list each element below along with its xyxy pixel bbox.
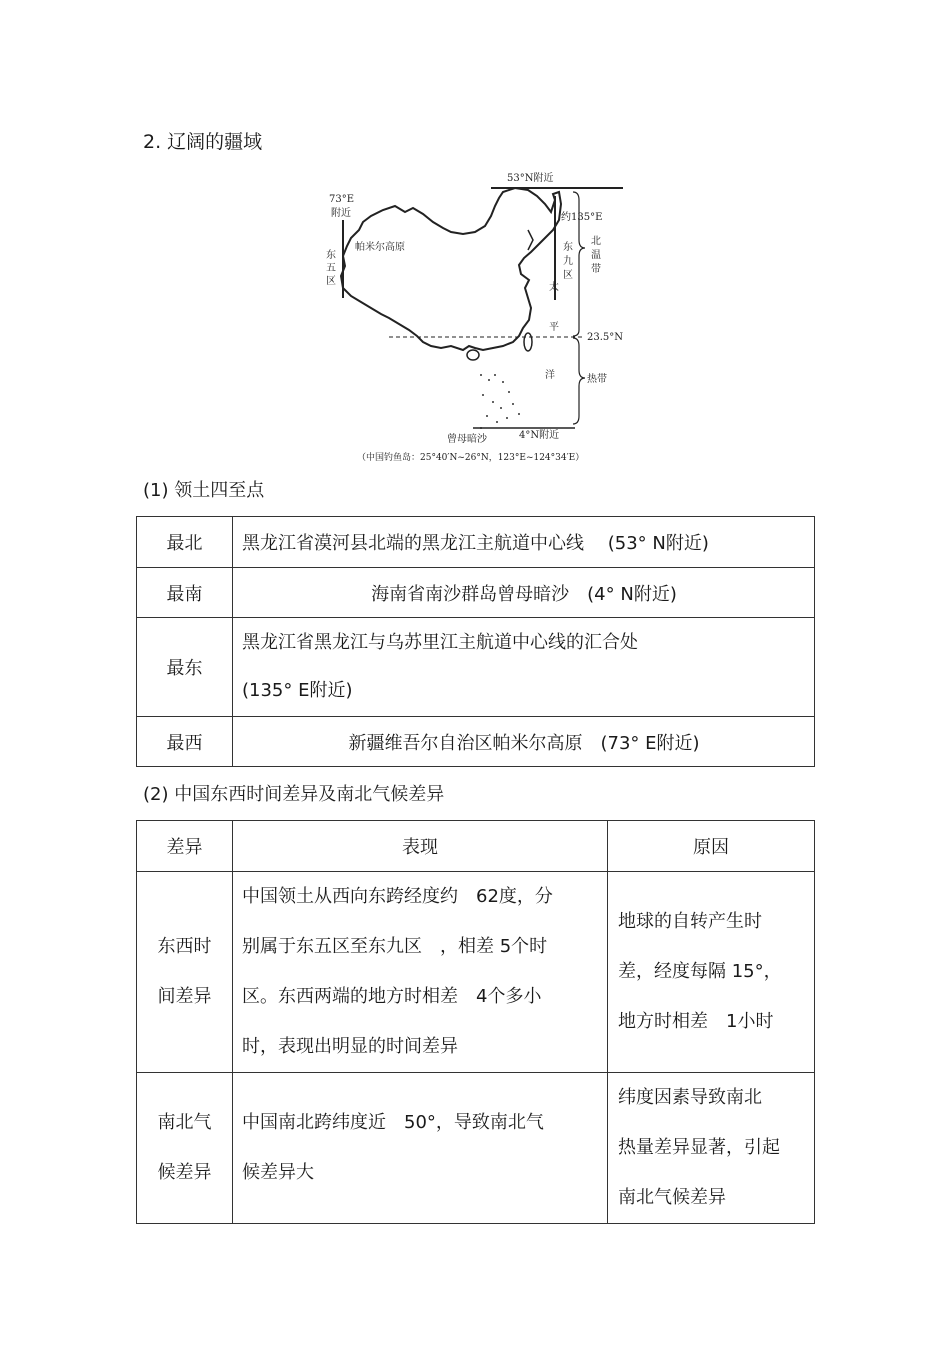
label-north-temperate-c: 带 bbox=[591, 264, 601, 275]
row-show bbox=[233, 1073, 608, 1224]
label-73e: 73°E bbox=[329, 194, 355, 205]
row-key bbox=[137, 1073, 233, 1224]
row-key: 最南 bbox=[137, 568, 233, 618]
row-key: 最西 bbox=[137, 717, 233, 767]
territory-outline bbox=[341, 188, 561, 350]
label-east9-a: 东 bbox=[563, 242, 573, 253]
row-reason-line: 地方时相差 1小时 bbox=[618, 1011, 774, 1032]
differences-table bbox=[136, 820, 815, 1224]
label-53n: 53°N附近 bbox=[507, 173, 554, 184]
row-reason bbox=[608, 1073, 815, 1224]
row-show-line: 中国领土从西向东跨经度约 62度，分 bbox=[242, 886, 553, 907]
label-tropics: 热带 bbox=[587, 374, 607, 385]
row-key bbox=[137, 872, 233, 1073]
subheading-differences: (2) 中国东西时间差异及南北气候差异 bbox=[143, 784, 445, 805]
section-title: 2. 辽阔的疆域 bbox=[143, 131, 263, 153]
label-135e: 约135°E bbox=[561, 212, 603, 223]
label-pacific-a: 太 bbox=[549, 282, 559, 293]
column-header: 差异 bbox=[137, 821, 233, 872]
row-reason-line: 地球的自转产生时 bbox=[618, 911, 762, 932]
label-pacific-b: 平 bbox=[549, 322, 559, 333]
row-show-line: 候差异大 bbox=[242, 1162, 314, 1183]
extremities-table bbox=[136, 516, 815, 767]
label-east5-a: 东 bbox=[326, 250, 336, 261]
table-header-row bbox=[137, 821, 815, 872]
table-row bbox=[137, 717, 815, 767]
row-show-line: 时，表现出明显的时间差异 bbox=[242, 1036, 458, 1057]
column-header: 表现 bbox=[233, 821, 608, 872]
label-4n: 4°N附近 bbox=[519, 430, 560, 441]
map-svg bbox=[323, 170, 625, 464]
label-north-temperate-a: 北 bbox=[591, 236, 601, 247]
row-reason-line: 南北气候差异 bbox=[618, 1187, 726, 1208]
row-value: 海南省南沙群岛曾母暗沙 (4° N附近) bbox=[233, 568, 815, 618]
label-north-temperate-b: 温 bbox=[591, 250, 601, 261]
south-sea-islands bbox=[480, 374, 520, 429]
row-show-line: 中国南北跨纬度近 50°，导致南北气 bbox=[242, 1112, 544, 1133]
label-east5-b: 五 bbox=[326, 263, 336, 274]
row-value bbox=[233, 618, 815, 717]
china-territory-map bbox=[323, 170, 625, 464]
row-value-line: 黑龙江省黑龙江与乌苏里江主航道中心线的汇合处 bbox=[242, 632, 638, 653]
row-key-line: 候差异 bbox=[157, 1162, 212, 1183]
row-reason-line: 差，经度每隔 15°， bbox=[618, 961, 782, 982]
table-row bbox=[137, 568, 815, 618]
row-key-line: 东西时 bbox=[157, 936, 212, 957]
row-reason-line: 热量差异显著，引起 bbox=[618, 1137, 780, 1158]
table-row bbox=[137, 517, 815, 568]
row-value-line: (135° E附近) bbox=[242, 680, 353, 701]
label-east5-c: 区 bbox=[326, 276, 336, 287]
row-key: 最东 bbox=[137, 618, 233, 717]
row-key-line: 间差异 bbox=[157, 986, 212, 1007]
label-east9-c: 区 bbox=[563, 270, 573, 281]
row-value: 黑龙江省漠河县北端的黑龙江主航道中心线 (53° N附近) bbox=[233, 517, 815, 568]
row-show bbox=[233, 872, 608, 1073]
label-73e-near: 附近 bbox=[331, 208, 351, 219]
row-key-line: 南北气 bbox=[157, 1112, 212, 1133]
row-value: 新疆维吾尔自治区帕米尔高原 (73° E附近) bbox=[233, 717, 815, 767]
table-row bbox=[137, 1073, 815, 1224]
label-23-5n: 23.5°N bbox=[587, 332, 624, 343]
label-pacific-c: 洋 bbox=[545, 370, 555, 381]
label-diaoyu: （中国钓鱼岛：25°40′N~26°N，123°E~124°34′E） bbox=[357, 453, 585, 463]
row-reason bbox=[608, 872, 815, 1073]
row-show-line: 别属于东五区至东九区 ，相差 5个时 bbox=[242, 936, 548, 957]
row-key: 最北 bbox=[137, 517, 233, 568]
label-east9-b: 九 bbox=[563, 256, 573, 267]
column-header: 原因 bbox=[608, 821, 815, 872]
label-pamir: 帕米尔高原 bbox=[355, 242, 405, 253]
row-show-line: 区。东西两端的地方时相差 4个多小 bbox=[242, 986, 542, 1007]
table-row bbox=[137, 872, 815, 1073]
subheading-extremities: (1) 领土四至点 bbox=[143, 480, 265, 501]
label-zengmu: 曾母暗沙 bbox=[447, 434, 487, 445]
row-reason-line: 纬度因素导致南北 bbox=[618, 1087, 762, 1108]
table-row bbox=[137, 618, 815, 717]
